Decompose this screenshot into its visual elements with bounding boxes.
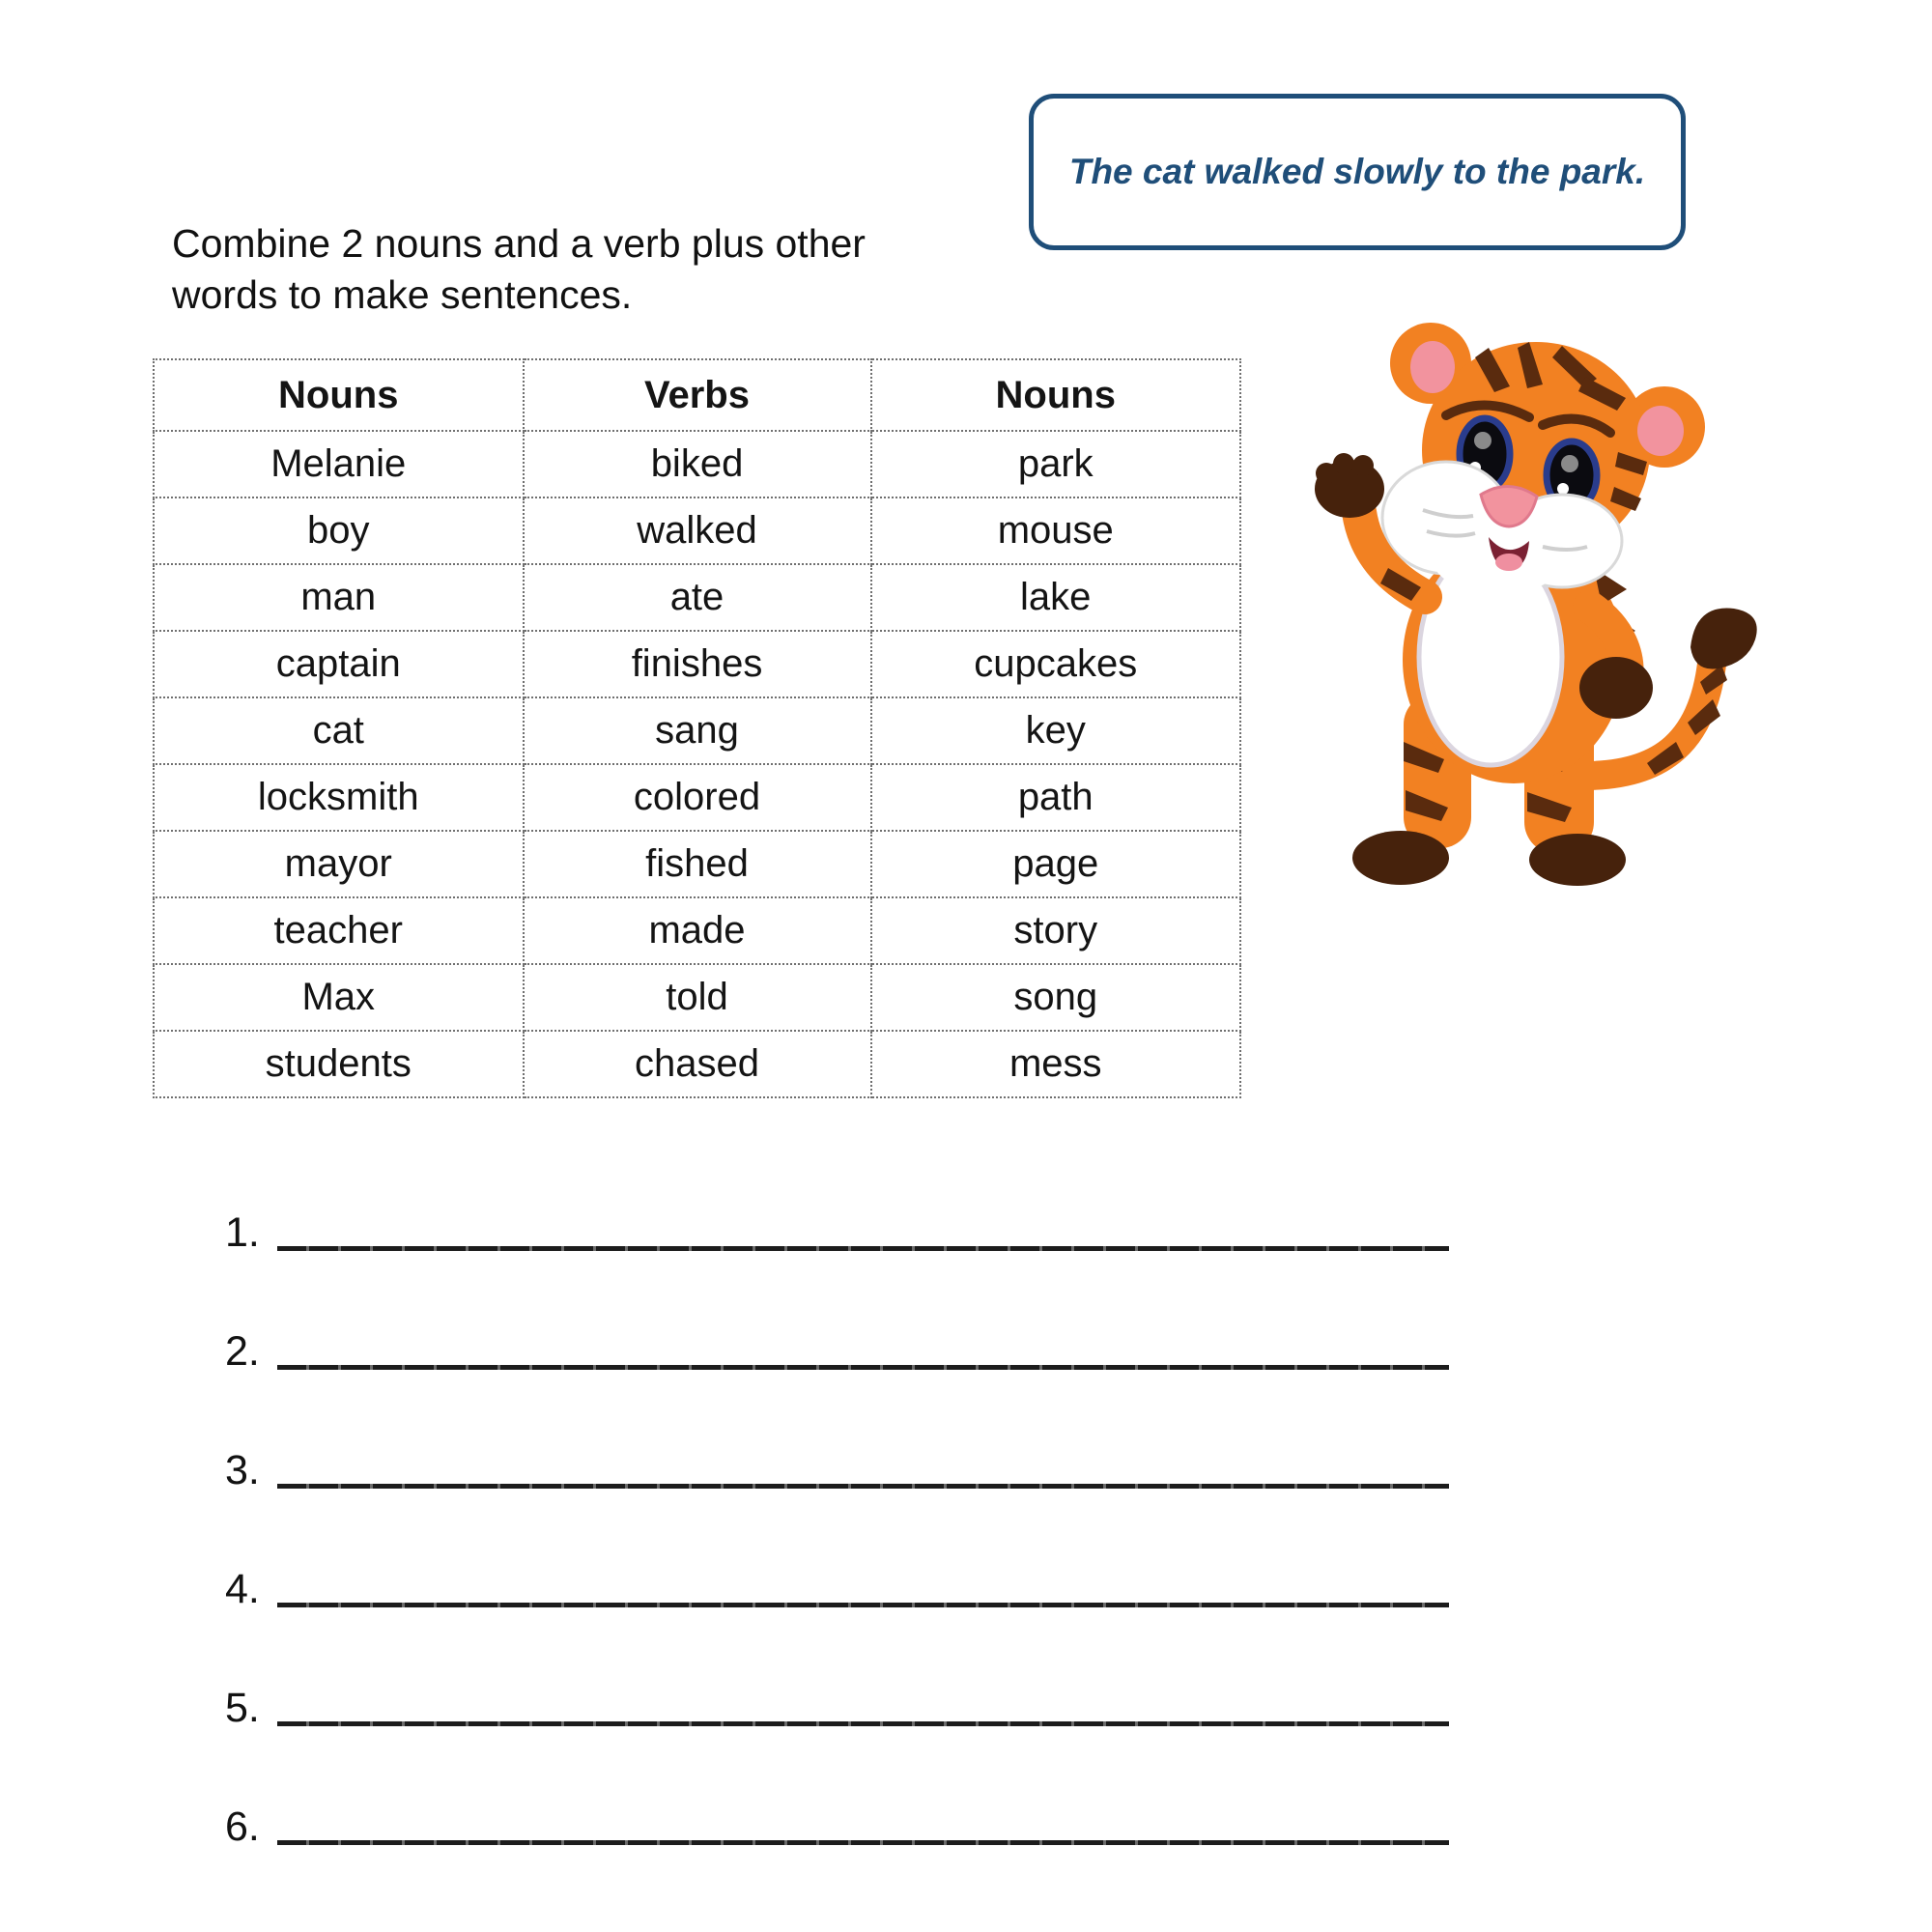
example-sentence-text: The cat walked slowly to the park.	[1068, 151, 1646, 191]
table-cell: song	[871, 964, 1241, 1031]
answer-number: 2.	[225, 1328, 260, 1375]
table-header-cell: Nouns	[871, 359, 1241, 431]
table-header-cell: Nouns	[154, 359, 524, 431]
answer-number: 5.	[225, 1685, 260, 1731]
table-cell: mayor	[154, 831, 524, 897]
table-row	[154, 431, 1240, 497]
example-sentence-box	[1029, 94, 1686, 250]
answer-line-item	[225, 1198, 1449, 1254]
table-body	[154, 431, 1240, 1097]
table-cell: page	[871, 831, 1241, 897]
table-cell: park	[871, 431, 1241, 497]
answer-line-item	[225, 1554, 1449, 1610]
table-cell: Melanie	[154, 431, 524, 497]
table-cell: finishes	[524, 631, 871, 697]
table-cell: man	[154, 564, 524, 631]
table-cell: mouse	[871, 497, 1241, 564]
table-cell: key	[871, 697, 1241, 764]
table-cell: sang	[524, 697, 871, 764]
table-cell: biked	[524, 431, 871, 497]
answer-number: 6.	[225, 1804, 260, 1850]
table-cell: mess	[871, 1031, 1241, 1097]
table-cell: students	[154, 1031, 524, 1097]
answer-line-item	[225, 1435, 1449, 1492]
answer-line-item	[225, 1792, 1449, 1848]
word-table	[153, 358, 1241, 1098]
answer-lines	[225, 1198, 1449, 1911]
table-cell: told	[524, 964, 871, 1031]
table-cell: fished	[524, 831, 871, 897]
table-row	[154, 831, 1240, 897]
answer-blank-line[interactable]	[277, 1365, 1449, 1370]
table-row	[154, 964, 1240, 1031]
table-cell: teacher	[154, 897, 524, 964]
table-row	[154, 697, 1240, 764]
table-row	[154, 764, 1240, 831]
answer-number: 3.	[225, 1447, 260, 1493]
answer-line-item	[225, 1673, 1449, 1729]
table-row	[154, 897, 1240, 964]
table-cell: cat	[154, 697, 524, 764]
tiger-cub-illustration	[1299, 288, 1773, 887]
table-cell: made	[524, 897, 871, 964]
answer-blank-line[interactable]	[277, 1484, 1449, 1489]
table-header-cell: Verbs	[524, 359, 871, 431]
table-cell: colored	[524, 764, 871, 831]
table-row	[154, 631, 1240, 697]
answer-blank-line[interactable]	[277, 1840, 1449, 1845]
table-row	[154, 564, 1240, 631]
answer-number: 1.	[225, 1209, 260, 1256]
table-cell: path	[871, 764, 1241, 831]
answer-blank-line[interactable]	[277, 1246, 1449, 1251]
answer-number: 4.	[225, 1566, 260, 1612]
table-row	[154, 497, 1240, 564]
answer-line-item	[225, 1317, 1449, 1373]
table-cell: ate	[524, 564, 871, 631]
table-cell: captain	[154, 631, 524, 697]
table-row	[154, 1031, 1240, 1097]
table-cell: chased	[524, 1031, 871, 1097]
answer-blank-line[interactable]	[277, 1721, 1449, 1726]
table-cell: cupcakes	[871, 631, 1241, 697]
table-cell: boy	[154, 497, 524, 564]
table-cell: lake	[871, 564, 1241, 631]
table-cell: Max	[154, 964, 524, 1031]
table-cell: walked	[524, 497, 871, 564]
instructions-text: Combine 2 nouns and a verb plus other words to make sentences.	[172, 221, 866, 318]
answer-blank-line[interactable]	[277, 1603, 1449, 1607]
table-cell: locksmith	[154, 764, 524, 831]
table-cell: story	[871, 897, 1241, 964]
table-header-row	[154, 359, 1240, 431]
